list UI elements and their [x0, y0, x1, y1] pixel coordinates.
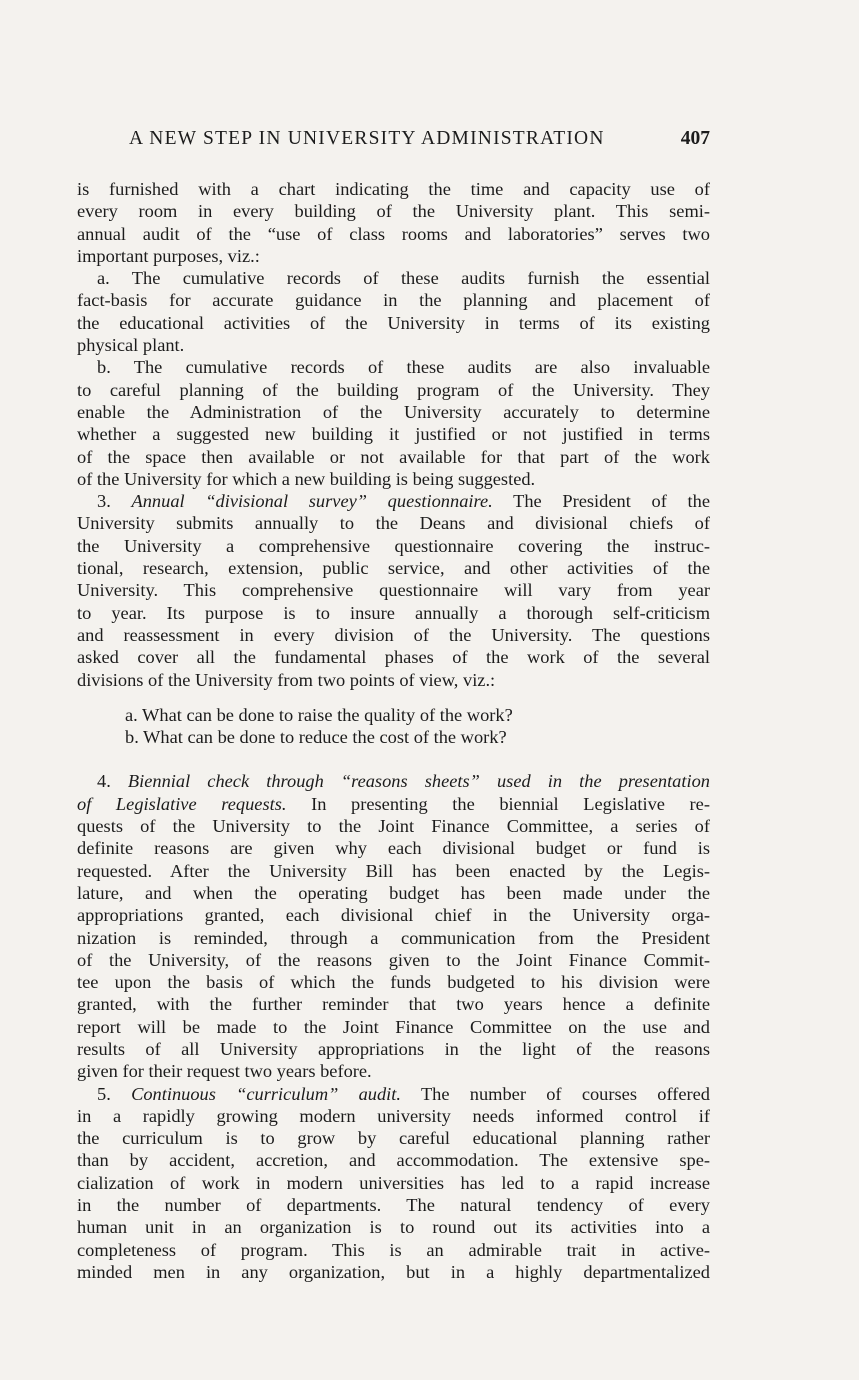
text-line: to careful planning of the building program of the University. They: [77, 379, 710, 400]
spacer: [77, 691, 710, 704]
paragraph-curriculum-audit: [77, 1083, 710, 1284]
text-line: completeness of program. This is an admirable trait in active-: [77, 1239, 710, 1260]
section-heading: Biennial check through “reasons sheets” used in the presentation: [127, 771, 710, 792]
text-line: every room in every building of the University plant. This semi-: [77, 201, 710, 222]
text-line: University submits annually to the Deans and divisional chiefs of: [77, 513, 710, 534]
list-item: b. What can be done to reduce the cost of the work?: [125, 727, 507, 748]
text-line: [77, 490, 710, 512]
text-line: important purposes, viz.:: [77, 245, 260, 266]
text-line: of the University, of the reasons given to the Joint Finance Commit-: [77, 949, 710, 970]
text-line: divisions of the University from two points of view, viz.:: [77, 669, 496, 690]
text-line: than by accident, accretion, and accommodation. The extensive spe-: [77, 1150, 710, 1171]
document-page: [77, 128, 710, 1283]
text-line: report will be made to the Joint Finance Committee on the use and: [77, 1016, 710, 1037]
text-line: given for their request two years before.: [77, 1061, 372, 1082]
item-number: 3.: [97, 491, 111, 512]
list-item: a. What can be done to raise the quality of the work?: [125, 704, 513, 725]
text-line: human unit in an organization is to round out its activities into a: [77, 1217, 710, 1238]
text-line: b. The cumulative records of these audits are also invaluable: [97, 357, 710, 378]
text-line: University. This comprehensive questionnaire will vary from year: [77, 580, 710, 601]
item-number: 4.: [97, 771, 111, 792]
text-line: and reassessment in every division of the University. The questions: [77, 624, 710, 645]
text-line: in a rapidly growing modern university needs informed control if: [77, 1105, 710, 1126]
text-line: [77, 770, 710, 792]
paragraph-reasons-sheets: [77, 770, 710, 1082]
text-line: the curriculum is to grow by careful educational planning rather: [77, 1128, 710, 1149]
section-heading-continued: of Legislative requests.: [77, 793, 287, 814]
text-line: the educational activities of the University in terms of its existing: [77, 312, 710, 333]
text-line: to year. Its purpose is to insure annually a thorough self-criticism: [77, 602, 710, 623]
text-line: tional, research, extension, public service, and other activities of the: [77, 558, 710, 579]
paragraph-continuation: [77, 178, 710, 267]
text-line: a. The cumulative records of these audits furnish the essential: [97, 268, 710, 289]
text-line: is furnished with a chart indicating the time and capacity use of: [77, 179, 710, 199]
text-line: whether a suggested new building it justified or not justified in terms: [77, 424, 710, 445]
text-line: tee upon the basis of which the funds budgeted to his division were: [77, 972, 710, 993]
text-fragment: The number of courses offered: [420, 1083, 710, 1104]
running-header: [77, 128, 710, 156]
text-fragment: In presenting the biennial Legislative re-: [311, 793, 710, 814]
text-line: nization is reminded, through a communication from the President: [77, 927, 710, 948]
question-list: [77, 704, 710, 749]
text-line: minded men in any organization, but in a highly departmentalized: [77, 1261, 710, 1282]
text-fragment: The President of the: [513, 491, 711, 512]
text-line: fact-basis for accurate guidance in the planning and placement of: [77, 290, 710, 311]
item-number: 5.: [97, 1083, 111, 1104]
text-line: definite reasons are given why each divisional budget or fund is: [77, 838, 710, 859]
section-heading: Annual “divisional survey” questionnaire.: [131, 491, 493, 512]
text-line: asked cover all the fundamental phases of the work of the several: [77, 647, 710, 668]
text-line: cialization of work in modern universities has led to a rapid increase: [77, 1172, 710, 1193]
paragraph-purpose-b: [77, 356, 710, 490]
text-line: quests of the University to the Joint Finance Committee, a series of: [77, 816, 710, 837]
text-line: [77, 1083, 710, 1105]
spacer: [77, 748, 710, 770]
text-line: enable the Administration of the University accurately to determine: [77, 401, 710, 422]
section-heading: Continuous “curriculum” audit.: [131, 1083, 401, 1104]
text-line: lature, and when the operating budget has been made under the: [77, 882, 710, 903]
text-line: of the University for which a new building is being suggested.: [77, 468, 536, 489]
text-line: [77, 793, 710, 815]
text-line: appropriations granted, each divisional chief in the University orga-: [77, 905, 710, 926]
text-line: physical plant.: [77, 335, 185, 356]
text-line: granted, with the further reminder that two years hence a definite: [77, 994, 710, 1015]
text-line: in the number of departments. The natural tendency of every: [77, 1195, 710, 1216]
text-line: of the space then available or not available for that part of the work: [77, 446, 710, 467]
paragraph-purpose-a: [77, 267, 710, 356]
text-line: requested. After the University Bill has been enacted by the Legis-: [77, 860, 710, 881]
running-title: A NEW STEP IN UNIVERSITY ADMINISTRATION: [129, 128, 605, 149]
page-number: 407: [680, 128, 710, 149]
text-line: the University a comprehensive questionnaire covering the instruc-: [77, 535, 710, 556]
text-line: results of all University appropriations in the light of the reasons: [77, 1038, 710, 1059]
text-line: annual audit of the “use of class rooms and laboratories” serves two: [77, 223, 710, 244]
paragraph-divisional-survey: [77, 490, 710, 691]
